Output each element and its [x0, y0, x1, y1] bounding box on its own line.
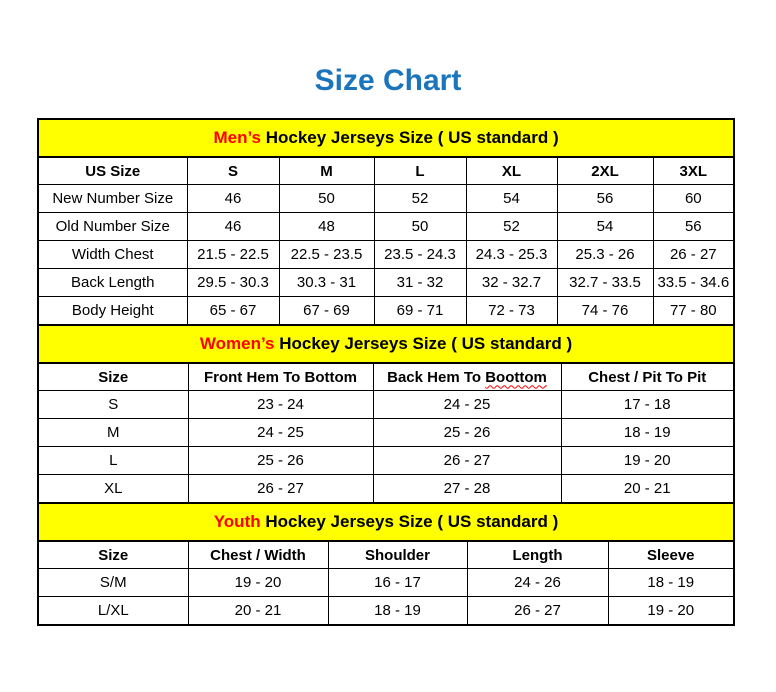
size-value: 72 - 73 [466, 297, 557, 326]
size-value: 52 [374, 185, 466, 213]
size-value: 20 - 21 [561, 475, 734, 504]
youth-column-header-row [38, 541, 734, 569]
size-value: 27 - 28 [373, 475, 561, 504]
row-label: S/M [38, 569, 188, 597]
column-header: Sleeve [608, 541, 734, 569]
size-value: 21.5 - 22.5 [187, 241, 279, 269]
mens-section-title-accent: Men’s [213, 128, 261, 147]
mens-section-header-row [38, 119, 734, 157]
size-value: 18 - 19 [608, 569, 734, 597]
column-header: L [374, 157, 466, 185]
size-value: 69 - 71 [374, 297, 466, 326]
table-row [38, 391, 734, 419]
size-value: 20 - 21 [188, 597, 328, 626]
row-label: Width Chest [38, 241, 187, 269]
size-value: 24 - 25 [188, 419, 373, 447]
size-value: 29.5 - 30.3 [187, 269, 279, 297]
column-header: Length [467, 541, 608, 569]
row-label: L/XL [38, 597, 188, 626]
table-row [38, 447, 734, 475]
size-value: 50 [374, 213, 466, 241]
size-value: 22.5 - 23.5 [279, 241, 374, 269]
size-value: 60 [653, 185, 734, 213]
size-value: 33.5 - 34.6 [653, 269, 734, 297]
row-label: S [38, 391, 188, 419]
size-value: 30.3 - 31 [279, 269, 374, 297]
misspelled-word: Boottom [485, 368, 547, 386]
column-header: Front Hem To Bottom [188, 363, 373, 391]
table-row [38, 569, 734, 597]
youth-section-title [38, 503, 734, 541]
size-value: 54 [466, 185, 557, 213]
size-value: 26 - 27 [467, 597, 608, 626]
table-row [38, 213, 734, 241]
size-value: 26 - 27 [653, 241, 734, 269]
row-label: Old Number Size [38, 213, 187, 241]
size-value: 23.5 - 24.3 [374, 241, 466, 269]
youth-section-title-rest: Hockey Jerseys Size ( US standard ) [260, 512, 559, 531]
mens-section-title [38, 119, 734, 157]
size-value: 32 - 32.7 [466, 269, 557, 297]
youth-section-header-row [38, 503, 734, 541]
column-header: XL [466, 157, 557, 185]
column-header-text: Back Hem To [387, 368, 486, 386]
youth-section-title-accent: Youth [213, 512, 261, 531]
table-row [38, 297, 734, 326]
size-value: 48 [279, 213, 374, 241]
womens-size-table [37, 324, 735, 504]
column-header: M [279, 157, 374, 185]
size-value: 16 - 17 [328, 569, 467, 597]
column-header: 2XL [557, 157, 653, 185]
table-row [38, 475, 734, 504]
column-header: 3XL [653, 157, 734, 185]
size-chart-tables [37, 118, 733, 626]
size-value: 18 - 19 [561, 419, 734, 447]
size-value: 26 - 27 [188, 475, 373, 504]
mens-section-title-rest: Hockey Jerseys Size ( US standard ) [261, 128, 559, 147]
size-value: 19 - 20 [188, 569, 328, 597]
row-label: L [38, 447, 188, 475]
size-value: 46 [187, 213, 279, 241]
row-label: Body Height [38, 297, 187, 326]
size-value: 56 [653, 213, 734, 241]
column-header: Size [38, 541, 188, 569]
column-header: Shoulder [328, 541, 467, 569]
table-row [38, 241, 734, 269]
page-title: Size Chart [314, 64, 462, 97]
column-header: US Size [38, 157, 187, 185]
row-label: XL [38, 475, 188, 504]
table-row [38, 419, 734, 447]
column-header: Chest / Pit To Pit [561, 363, 734, 391]
size-value: 17 - 18 [561, 391, 734, 419]
table-row [38, 269, 734, 297]
size-value: 46 [187, 185, 279, 213]
size-value: 24 - 25 [373, 391, 561, 419]
column-header: Chest / Width [188, 541, 328, 569]
size-value: 19 - 20 [608, 597, 734, 626]
size-value: 25 - 26 [373, 419, 561, 447]
size-value: 24 - 26 [467, 569, 608, 597]
size-value: 26 - 27 [373, 447, 561, 475]
size-value: 19 - 20 [561, 447, 734, 475]
size-value: 18 - 19 [328, 597, 467, 626]
size-value: 77 - 80 [653, 297, 734, 326]
row-label: New Number Size [38, 185, 187, 213]
size-value: 32.7 - 33.5 [557, 269, 653, 297]
row-label: Back Length [38, 269, 187, 297]
size-value: 50 [279, 185, 374, 213]
womens-section-title-accent: Women’s [199, 334, 275, 353]
table-row [38, 185, 734, 213]
size-value: 65 - 67 [187, 297, 279, 326]
womens-section-title [38, 325, 734, 363]
size-value: 67 - 69 [279, 297, 374, 326]
column-header [373, 363, 561, 391]
column-header: S [187, 157, 279, 185]
size-value: 24.3 - 25.3 [466, 241, 557, 269]
womens-column-header-row [38, 363, 734, 391]
column-header: Size [38, 363, 188, 391]
size-value: 52 [466, 213, 557, 241]
youth-size-table [37, 502, 735, 626]
womens-section-title-rest: Hockey Jerseys Size ( US standard ) [274, 334, 573, 353]
size-value: 23 - 24 [188, 391, 373, 419]
mens-size-table [37, 118, 735, 326]
size-value: 31 - 32 [374, 269, 466, 297]
size-value: 56 [557, 185, 653, 213]
size-value: 74 - 76 [557, 297, 653, 326]
table-row [38, 597, 734, 626]
mens-column-header-row [38, 157, 734, 185]
size-value: 25 - 26 [188, 447, 373, 475]
womens-section-header-row [38, 325, 734, 363]
size-value: 54 [557, 213, 653, 241]
size-value: 25.3 - 26 [557, 241, 653, 269]
row-label: M [38, 419, 188, 447]
